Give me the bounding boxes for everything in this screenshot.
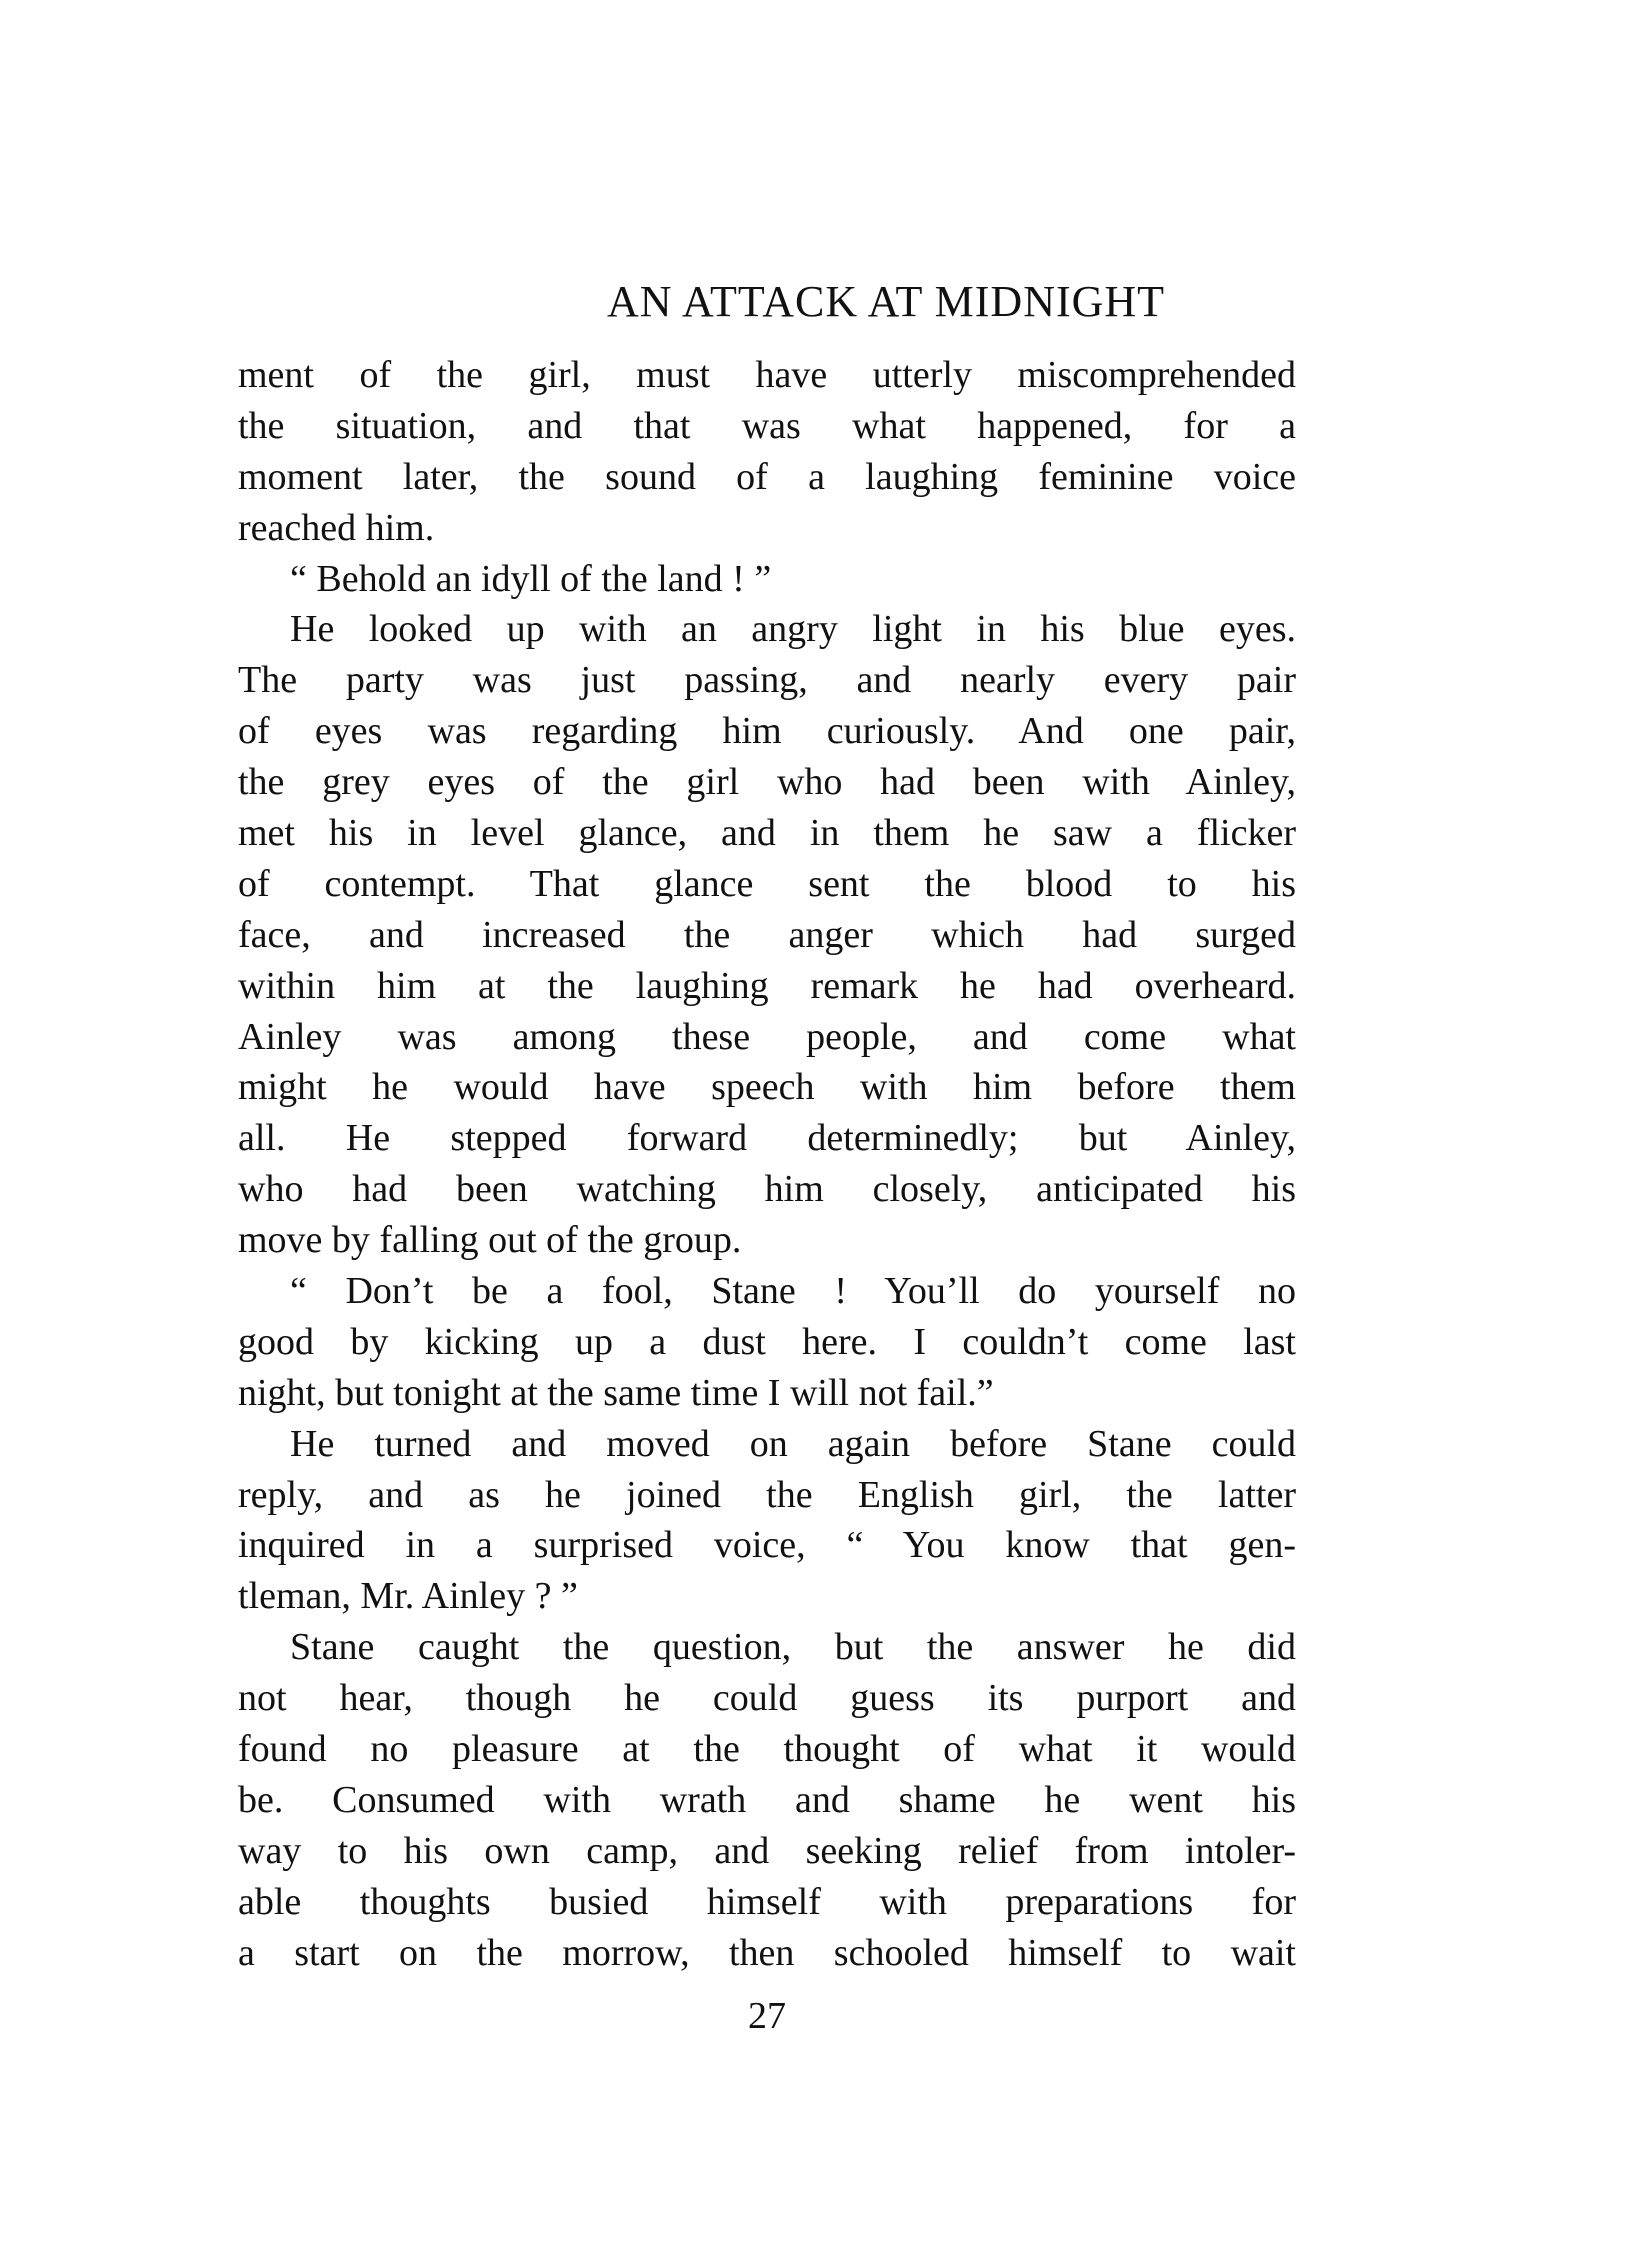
text-line: within him at the laughing remark he had overheard. xyxy=(238,964,1296,1007)
running-head xyxy=(0,276,1534,327)
text-line: tleman, Mr. Ainley ? ” xyxy=(238,1575,578,1618)
text-line: be. Consumed with wrath and shame he went his xyxy=(238,1778,1296,1821)
text-line: He looked up with an angry light in his blue eyes. xyxy=(290,608,1296,651)
text-line: of eyes was regarding him curiously. And one pair, xyxy=(238,710,1296,753)
text-line: inquired in a surprised voice, “ You know that gen- xyxy=(238,1524,1296,1567)
text-line: “ Behold an idyll of the land ! ” xyxy=(290,557,772,600)
text-line: who had been watching him closely, anticipated his xyxy=(238,1168,1296,1211)
text-line: met his in level glance, and in them he saw a flicker xyxy=(238,812,1296,855)
text-line: all. He stepped forward determinedly; but Ainley, xyxy=(238,1117,1296,1160)
text-line: not hear, though he could guess its purport and xyxy=(238,1677,1296,1720)
text-line: the grey eyes of the girl who had been with Ainley, xyxy=(238,761,1296,804)
text-line: “ Don’t be a fool, Stane ! You’ll do yourself no xyxy=(290,1270,1296,1313)
running-head-text: AN ATTACK AT MIDNIGHT xyxy=(606,277,1166,326)
text-line: found no pleasure at the thought of what it would xyxy=(238,1728,1296,1771)
text-line: good by kicking up a dust here. I couldn’t come last xyxy=(238,1320,1296,1363)
text-line: reply, and as he joined the English girl, the latter xyxy=(238,1473,1296,1516)
page-number: 27 xyxy=(748,1995,786,2037)
text-line: the situation, and that was what happened, for a xyxy=(238,404,1296,447)
text-line: Ainley was among these people, and come what xyxy=(238,1015,1296,1058)
text-line: might he would have speech with him before them xyxy=(238,1066,1296,1109)
text-line: ment of the girl, must have utterly miscomprehended xyxy=(238,354,1296,396)
text-line: able thoughts busied himself with preparations for xyxy=(238,1880,1296,1923)
text-line: of contempt. That glance sent the blood to his xyxy=(238,862,1296,905)
text-line: Stane caught the question, but the answer he did xyxy=(290,1626,1296,1669)
text-line: moment later, the sound of a laughing feminine voice xyxy=(238,455,1296,498)
text-line: The party was just passing, and nearly every pair xyxy=(238,659,1296,702)
text-line: move by falling out of the group. xyxy=(238,1219,742,1262)
text-line: way to his own camp, and seeking relief from intoler- xyxy=(238,1829,1296,1872)
text-line: reached him. xyxy=(238,506,435,549)
text-line: a start on the morrow, then schooled himself to wait xyxy=(238,1931,1296,1974)
text-line: night, but tonight at the same time I will not fail.” xyxy=(238,1371,994,1414)
body-text xyxy=(238,350,1296,1979)
text-line: face, and increased the anger which had surged xyxy=(238,913,1296,956)
text-line: He turned and moved on again before Stane could xyxy=(290,1422,1296,1465)
